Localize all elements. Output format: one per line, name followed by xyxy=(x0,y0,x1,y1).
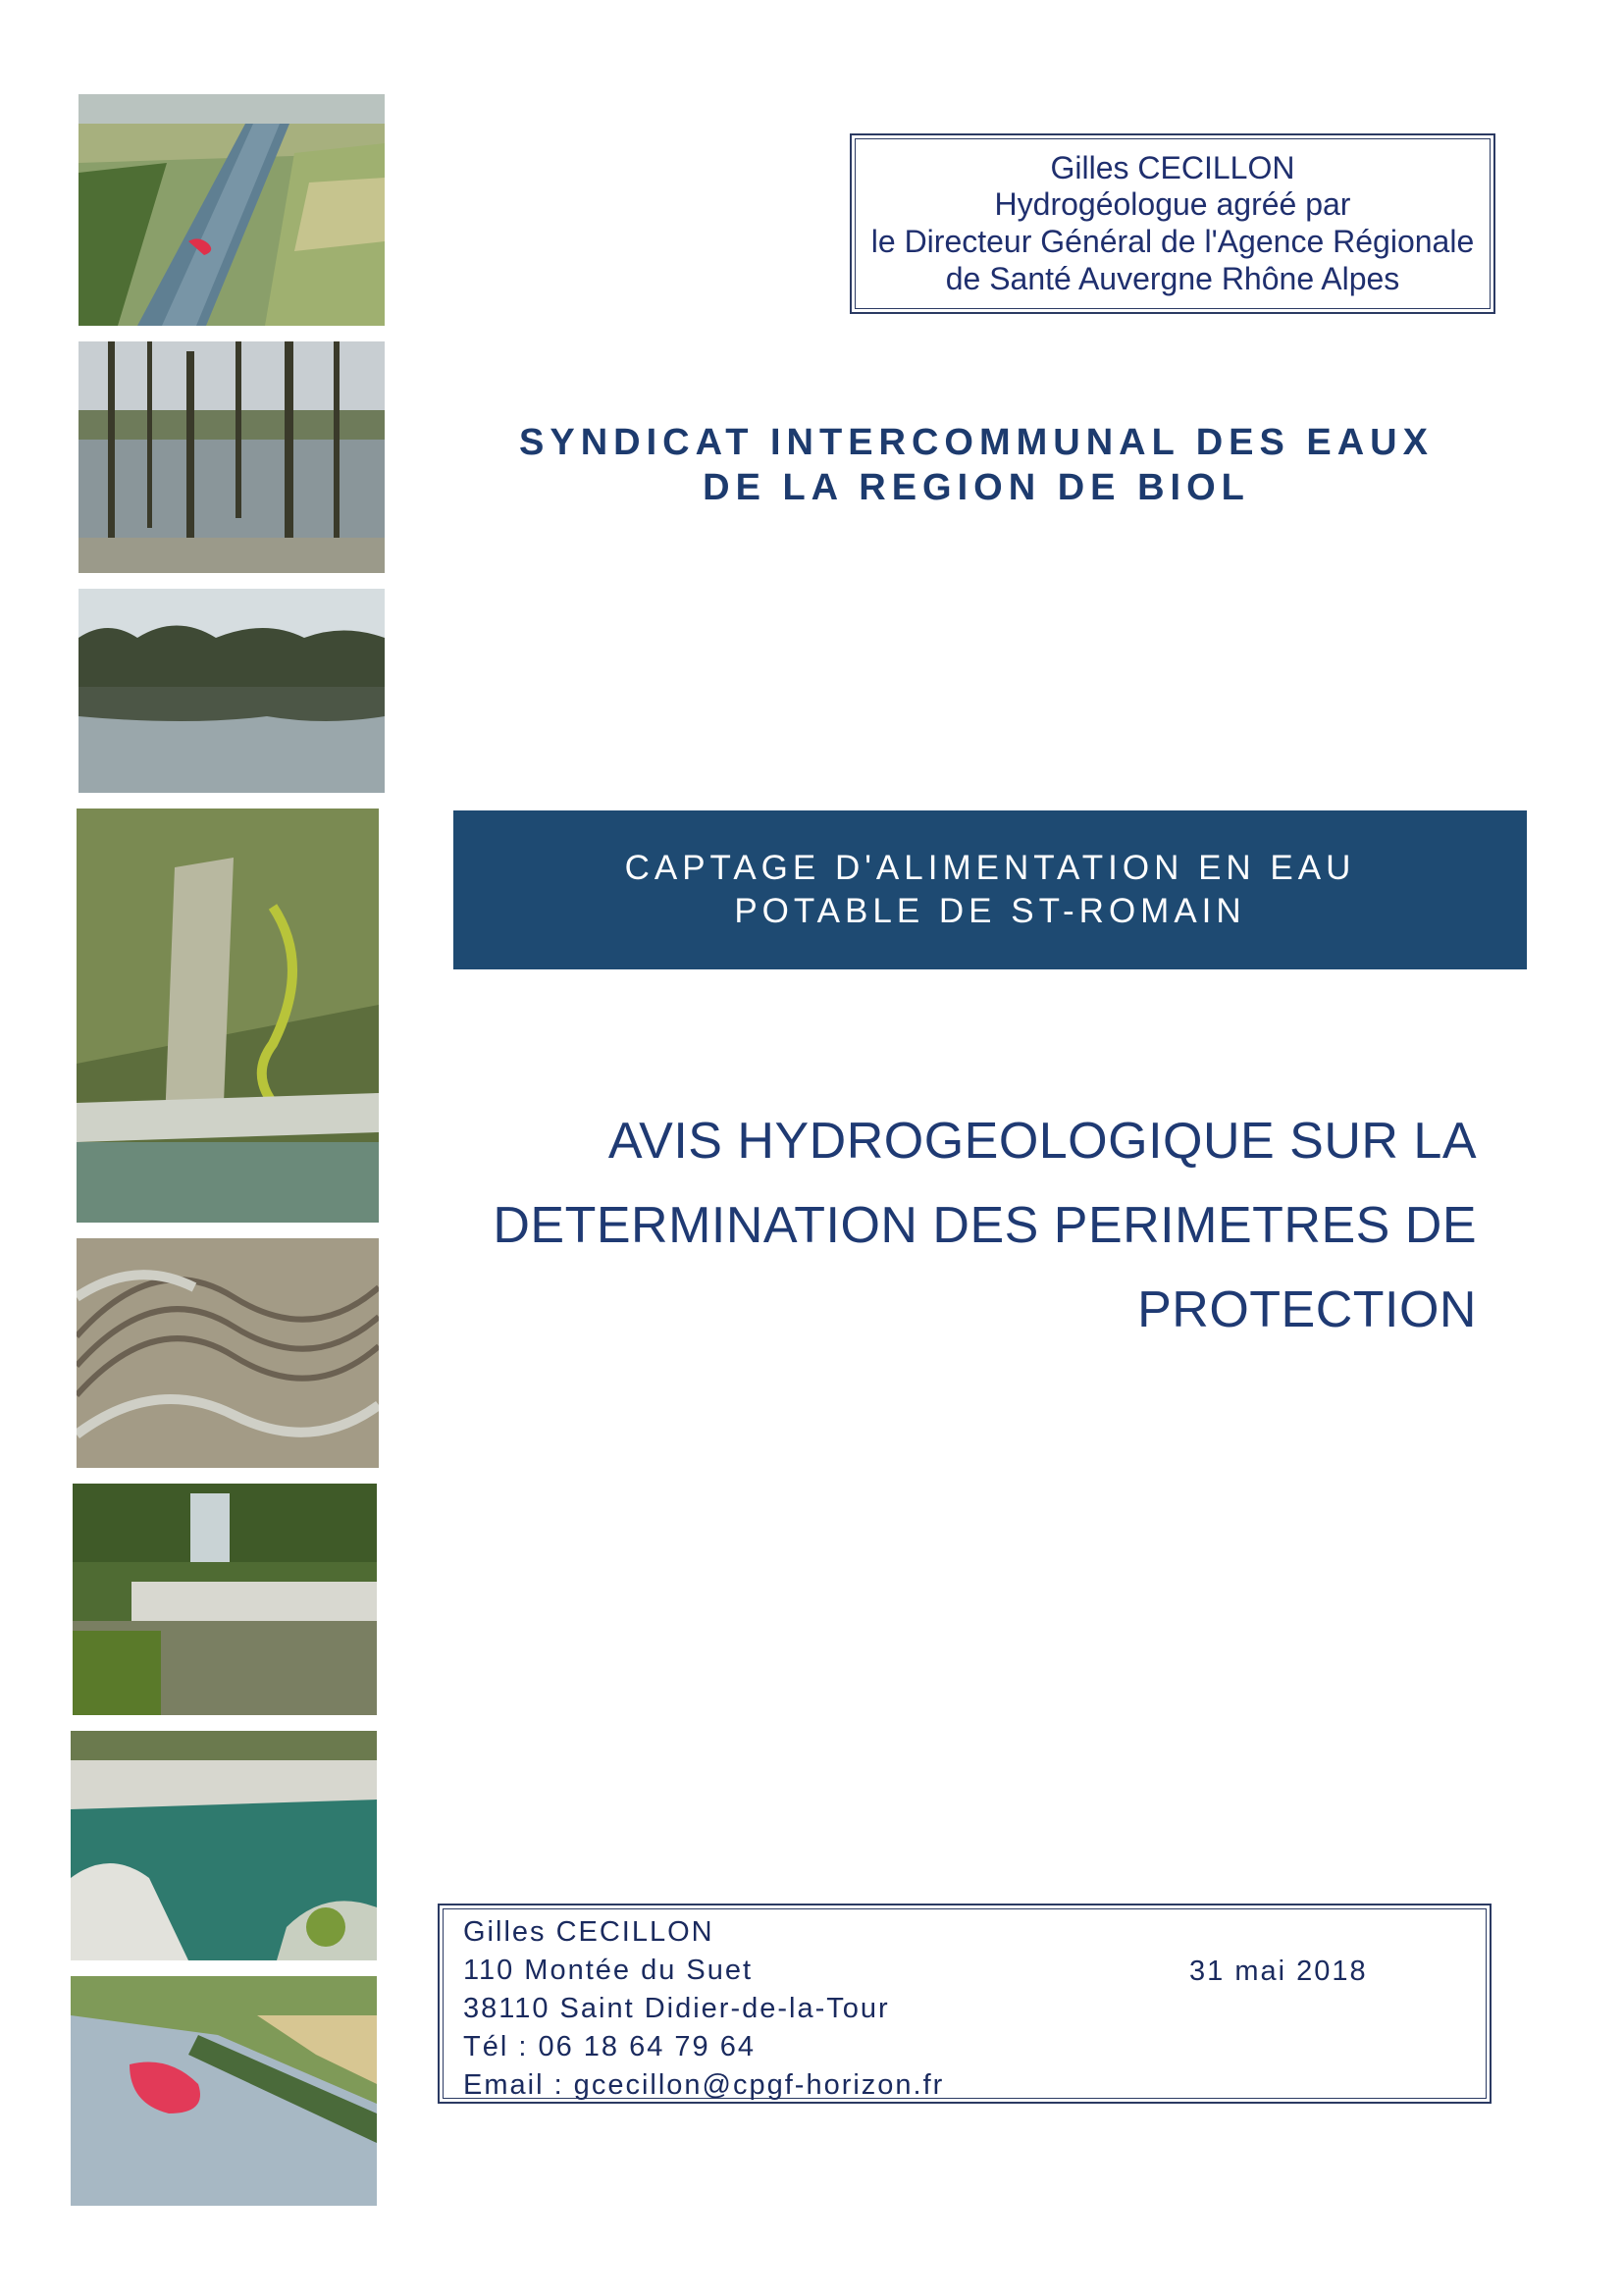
agreement-name: Gilles CECILLON xyxy=(1050,149,1295,185)
photo-weir xyxy=(73,1484,377,1715)
agreement-region: de Santé Auvergne Rhône Alpes xyxy=(945,260,1400,296)
photo-mossy-spring xyxy=(77,809,379,1223)
title-line-1: AVIS HYDROGEOLOGIQUE SUR LA xyxy=(607,1113,1477,1170)
contact-name: Gilles CECILLON xyxy=(463,1916,714,1948)
photo-folded-rock-strata xyxy=(77,1238,379,1468)
title-line-3: PROTECTION xyxy=(1137,1281,1477,1338)
syndicat-line-1: SYNDICAT INTERCOMMUNAL DES EAUX xyxy=(519,422,1434,463)
contact-city: 38110 Saint Didier-de-la-Tour xyxy=(463,1993,890,2024)
title-line-2: DETERMINATION DES PERIMETRES DE xyxy=(493,1197,1477,1254)
contact-box xyxy=(438,1904,1492,2104)
photo-aerial-river xyxy=(79,94,385,326)
photo-calm-lake xyxy=(79,589,385,793)
photo-aerial-river-dye xyxy=(71,1976,377,2206)
document-date: 31 mai 2018 xyxy=(1189,1956,1368,1987)
syndicat-line-2: DE LA REGION DE BIOL xyxy=(703,467,1250,508)
photo-flooded-forest xyxy=(79,341,385,573)
captage-line-2: POTABLE DE ST-ROMAIN xyxy=(734,892,1246,930)
syndicat-heading xyxy=(422,420,1531,510)
photo-rocky-river xyxy=(71,1731,377,1960)
agreement-role: Hydrogéologue agréé par xyxy=(994,186,1351,223)
document-title xyxy=(491,1099,1477,1352)
agreement-authority: le Directeur Général de l'Agence Régionale xyxy=(870,224,1475,259)
captage-line-1: CAPTAGE D'ALIMENTATION EN EAU xyxy=(624,849,1356,887)
agreement-box xyxy=(850,133,1495,314)
captage-banner xyxy=(453,810,1527,969)
contact-phone: Tél : 06 18 64 79 64 xyxy=(463,2031,756,2062)
contact-street: 110 Montée du Suet xyxy=(463,1955,754,1986)
contact-email: Email : gcecillon@cpgf-horizon.fr xyxy=(463,2069,945,2101)
